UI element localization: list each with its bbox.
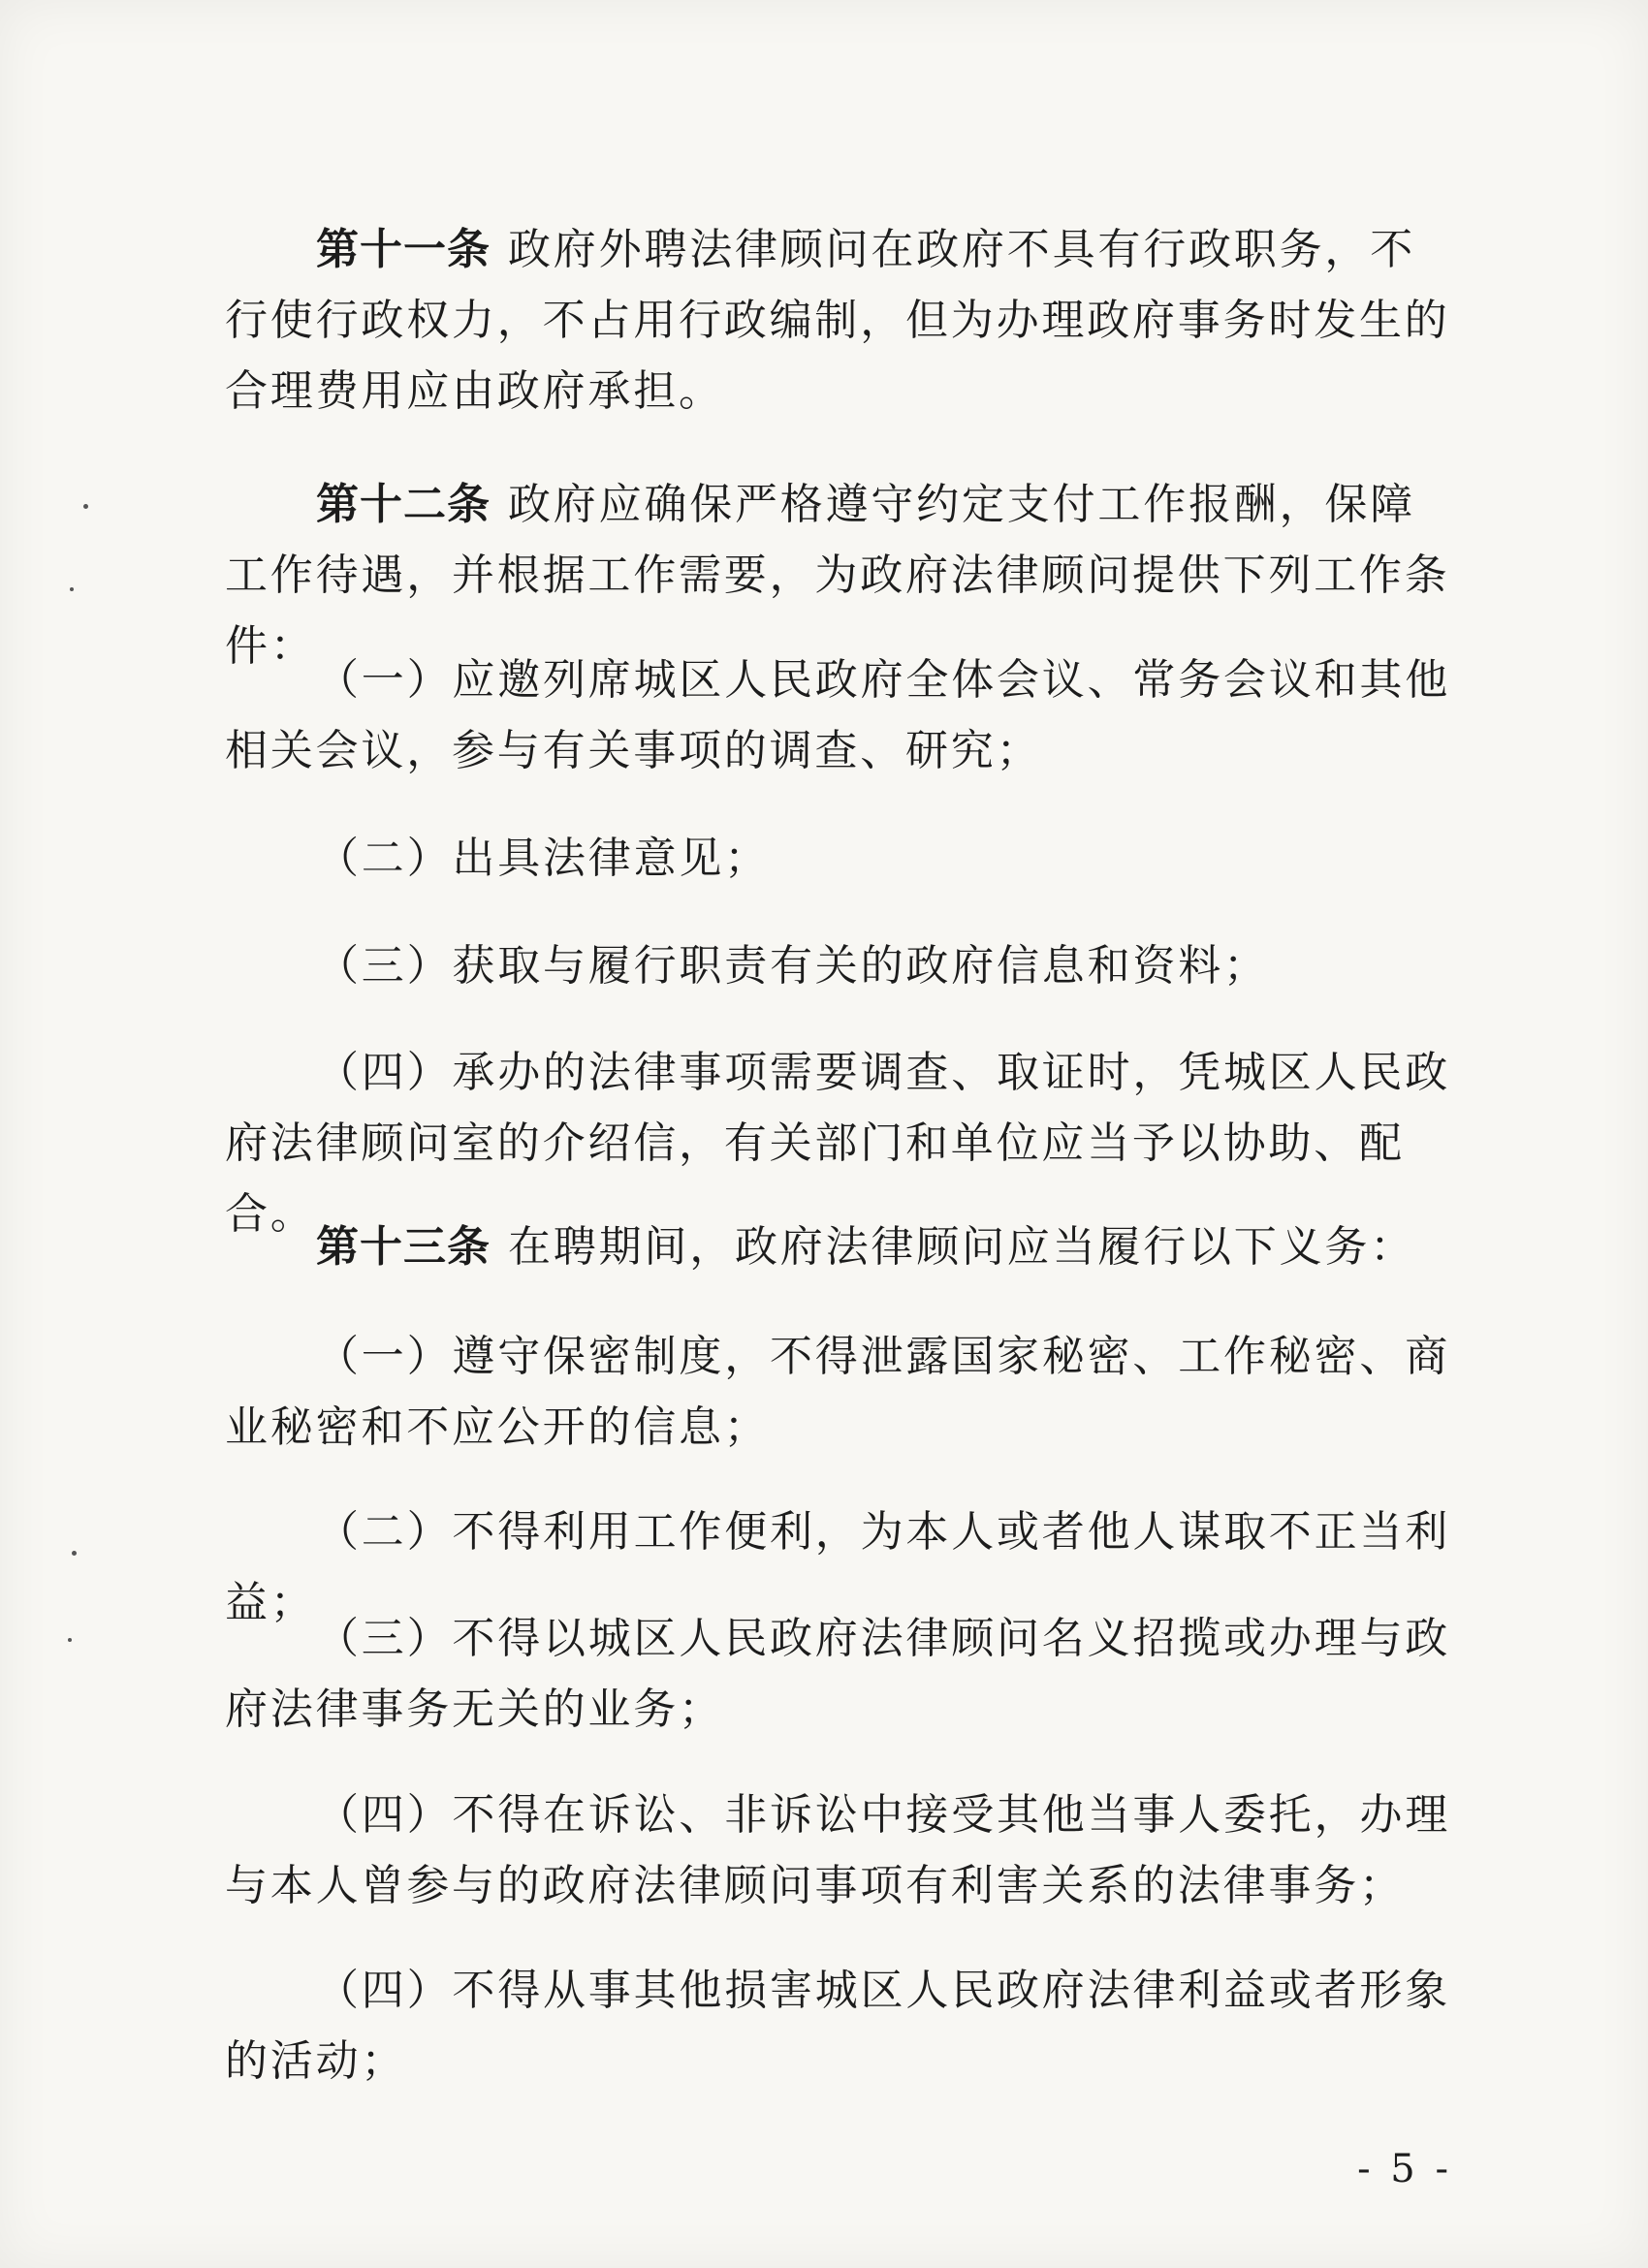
scan-speck bbox=[70, 587, 74, 591]
article-label: 第十三条 bbox=[316, 1222, 491, 1272]
list-item: （四）不得从事其他损害城区人民政府法律利益或者形象的活动； bbox=[225, 1966, 1450, 2086]
article-label: 第十二条 bbox=[316, 480, 491, 529]
list-item: （三）不得以城区人民政府法律顾问名义招揽或办理与政府法律事务无关的业务； bbox=[225, 1614, 1450, 1734]
list-item: （一）遵守保密制度，不得泄露国家秘密、工作秘密、商业秘密和不应公开的信息； bbox=[225, 1332, 1450, 1452]
article-text: 在聘期间，政府法律顾问应当履行以下义务： bbox=[508, 1222, 1415, 1272]
list-item: （二）不得利用工作便利，为本人或者他人谋取不正当利益； bbox=[225, 1507, 1450, 1627]
article-13 bbox=[225, 1212, 1456, 1282]
page-number: - 5 - bbox=[1357, 2147, 1452, 2191]
article-label: 第十一条 bbox=[316, 225, 491, 274]
scan-speck bbox=[72, 1551, 77, 1556]
list-item: （四）不得在诉讼、非诉讼中接受其他当事人委托，办理与本人曾参与的政府法律顾问事项有利害关系的法律事务； bbox=[225, 1790, 1450, 1910]
list-item: （四）承办的法律事项需要调查、取证时，凭城区人民政府法律顾问室的介绍信，有关部门和单位应当予以协助、配合。 bbox=[225, 1048, 1450, 1239]
article-text: 政府外聘法律顾问在政府不具有行政职务，不行使行政权力，不占用行政编制，但为办理政府事务时发生的合理费用应由政府承担。 bbox=[225, 225, 1450, 416]
list-item: （一）应邀列席城区人民政府全体会议、常务会议和其他相关会议，参与有关事项的调查、研究； bbox=[225, 655, 1450, 775]
scan-speck bbox=[68, 1638, 72, 1642]
scan-speck bbox=[83, 504, 88, 509]
article-text: 政府应确保严格遵守约定支付工作报酬，保障工作待遇，并根据工作需要，为政府法律顾问提供下列工作条件： bbox=[225, 480, 1450, 671]
article-11 bbox=[225, 214, 1456, 426]
list-item: （三）获取与履行职责有关的政府信息和资料； bbox=[316, 941, 1269, 991]
list-item: （二）出具法律意见； bbox=[316, 834, 770, 883]
